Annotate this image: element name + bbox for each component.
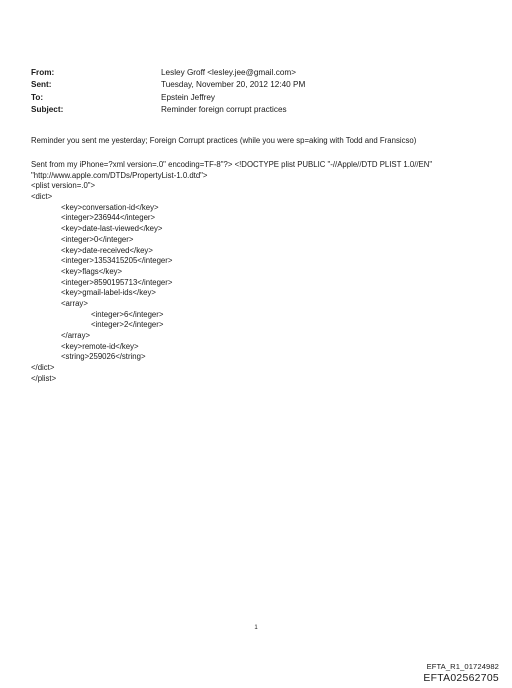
plist-line: <integer>2</integer>: [91, 320, 164, 330]
plist-line: <array>: [61, 298, 88, 308]
reminder-text: Reminder you sent me yesterday; Foreign Corrupt practices (while you were sp=aking with Todd and Fransicso): [31, 136, 417, 145]
plist-line: <key>date-last-viewed</key>: [61, 224, 163, 234]
sent-from-line: Sent from my iPhone=?xml version=.0" encoding=TF-8"?> <!DOCTYPE plist PUBLIC "-//Apple//DTD PLIST 1.0//EN": [31, 160, 433, 169]
header-row-subject: [31, 104, 305, 116]
dtd-url-line: "http://www.apple.com/DTDs/PropertyList-1.0.dtd">: [31, 170, 208, 180]
header-row-sent: [31, 79, 305, 91]
plist-line: <key>remote-id</key>: [61, 341, 139, 351]
header-row-to: [31, 92, 305, 104]
to-value: Epstein Jeffrey: [161, 92, 216, 102]
plist-line: <key>date-received</key>: [61, 245, 153, 255]
to-label: To:: [31, 92, 44, 102]
plist-line: </dict>: [31, 363, 55, 373]
plist-line: <integer>6</integer>: [91, 309, 164, 319]
header-row-from: [31, 67, 305, 79]
plist-line: <key>conversation-id</key>: [61, 202, 159, 212]
plist-line: <integer>236944</integer>: [61, 213, 156, 223]
sent-label: Sent:: [31, 80, 52, 90]
email-body-paragraph: [31, 136, 501, 147]
email-header: [31, 67, 305, 117]
plist-line: </array>: [61, 331, 91, 340]
plist-line: <integer>0</integer>: [61, 234, 134, 244]
plist-line: <string>259026</string>: [61, 352, 146, 362]
plist-line: <dict>: [31, 192, 53, 202]
plist-line: <key>gmail-label-ids</key>: [61, 288, 156, 298]
page-number: 1: [254, 625, 258, 631]
plist-line: <key>flags</key>: [61, 266, 123, 276]
from-label: From:: [31, 68, 55, 77]
subject-value: Reminder foreign corrupt practices: [161, 105, 287, 115]
plist-line: <integer>8590195713</integer>: [61, 277, 173, 287]
subject-label: Subject:: [31, 105, 64, 115]
plist-line: <plist version=.0">: [31, 181, 96, 191]
sent-value: Tuesday, November 20, 2012 12:40 PM: [161, 80, 306, 90]
bates-number-primary: EFTA_R1_01724982: [426, 662, 499, 671]
plist-line: </plist>: [31, 373, 57, 383]
from-value: Lesley Groff <lesley.jee@gmail.com>: [161, 68, 296, 77]
plist-line: <integer>1353415205</integer>: [61, 256, 173, 266]
email-body-plist: [31, 160, 501, 384]
bates-number-secondary: EFTA02562705: [423, 673, 499, 684]
